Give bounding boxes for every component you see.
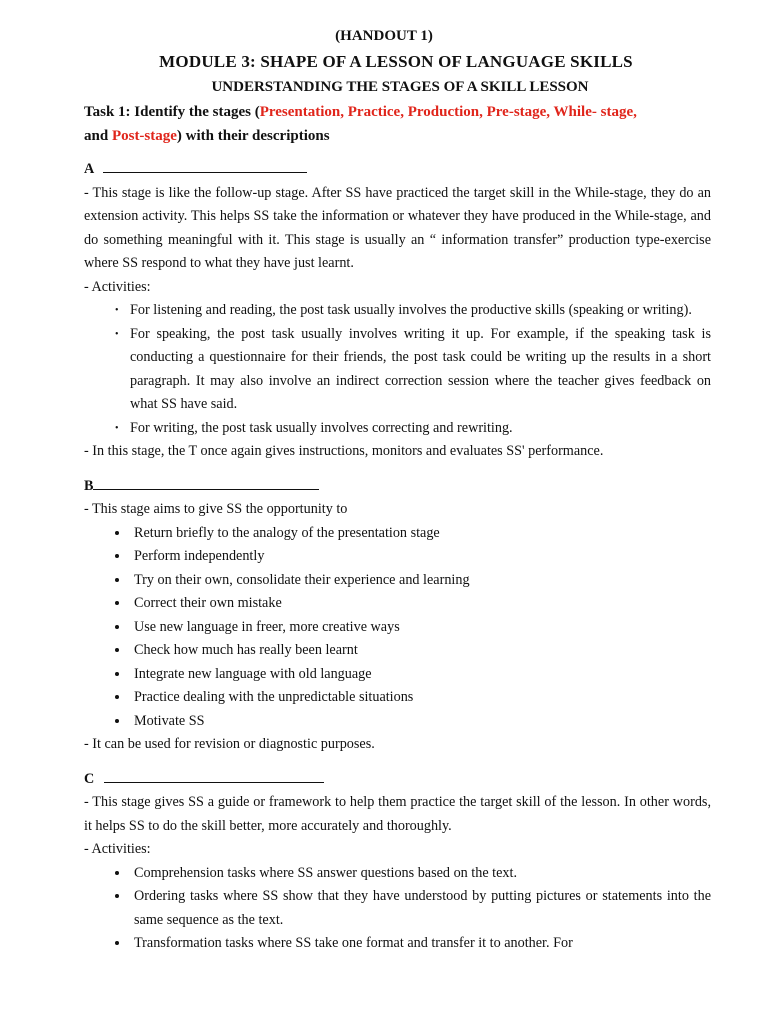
handout-number: (HANDOUT 1) — [335, 28, 433, 44]
list-item: • Try on their own, consolidate their experience and learning — [130, 569, 711, 593]
list-item: • Motivate SS — [130, 710, 711, 734]
list-item: • For listening and reading, the post task usually involves the productive skills (speaking or writing). — [130, 299, 711, 323]
list-item: • Perform independently — [130, 545, 711, 569]
section-b-intro: - This stage aims to give SS the opportunity to — [84, 501, 348, 517]
list-item: • For writing, the post task usually involves correcting and rewriting. — [130, 417, 711, 441]
list-item: • Check how much has really been learnt — [130, 639, 711, 663]
task-post-stage: Post-stage — [111, 128, 177, 144]
module-title: MODULE 3: SHAPE OF A LESSON OF LANGUAGE SKILLS — [159, 52, 633, 71]
section-c-bullet-list — [84, 862, 711, 956]
section-c-label: C — [84, 768, 711, 792]
task-instruction — [84, 100, 711, 148]
list-item: • Transformation tasks where SS take one format and transfer it to another. For — [130, 932, 711, 956]
module-subtitle: UNDERSTANDING THE STAGES OF A SKILL LESSON — [211, 79, 589, 95]
list-item: • Correct their own mistake — [130, 592, 711, 616]
list-item: • For speaking, the post task usually involves writing it up. For example, if the speaking task is conducting a questionnaire for their friends, the post task could be writing up the results in a short paragraph. It may also involve an indirect correction session where the teacher gives feedback on what SS have said. — [130, 323, 711, 417]
section-a-activities-label: - Activities: — [84, 278, 151, 295]
task-suffix: ) with their descriptions — [176, 128, 330, 144]
section-c-blank — [104, 769, 324, 783]
section-c-activities-label: - Activities: — [84, 841, 151, 857]
section-a-blank — [103, 159, 307, 173]
list-item: • Integrate new language with old language — [130, 663, 711, 687]
task-and: and — [84, 128, 112, 144]
list-item: • Ordering tasks where SS show that they have understood by putting pictures or statements into the same sequence as the text. — [130, 885, 711, 932]
section-a-bullet-list — [84, 299, 711, 440]
section-b-bullet-list — [84, 522, 711, 734]
list-item: • Comprehension tasks where SS answer questions based on the text. — [130, 862, 711, 886]
list-item: • Practice dealing with the unpredictable situations — [130, 686, 711, 710]
section-c-intro: - This stage gives SS a guide or framework to help them practice the target skill of the lesson. In other words, it helps SS to do the skill better, more accurately and thoroughly. — [84, 794, 711, 834]
document-body — [84, 100, 711, 956]
section-a-intro: - This stage is like the follow-up stage. After SS have practiced the target skill in the While-stage, they do an extension activity. This helps SS take the information or whatever they have produced in the While-stage, and do something meaningful with it. This stage is usually an “ information transfer” production type-exercise where SS respond to what they have just learnt. — [84, 184, 711, 271]
section-b-closing: - It can be used for revision or diagnostic purposes. — [84, 736, 375, 752]
section-b-blank — [93, 476, 319, 490]
section-a-closing: - In this stage, the T once again gives instructions, monitors and evaluates SS' performance. — [84, 443, 604, 459]
section-a-label: A — [84, 158, 711, 182]
list-item: • Return briefly to the analogy of the presentation stage — [130, 522, 711, 546]
task-stages-list: Presentation, Practice, Production, Pre-stage, While- stage, — [259, 104, 637, 120]
list-item: • Use new language in freer, more creative ways — [130, 616, 711, 640]
section-b-label: B — [84, 475, 711, 499]
task-prefix: Task 1: Identify the stages ( — [84, 104, 260, 120]
